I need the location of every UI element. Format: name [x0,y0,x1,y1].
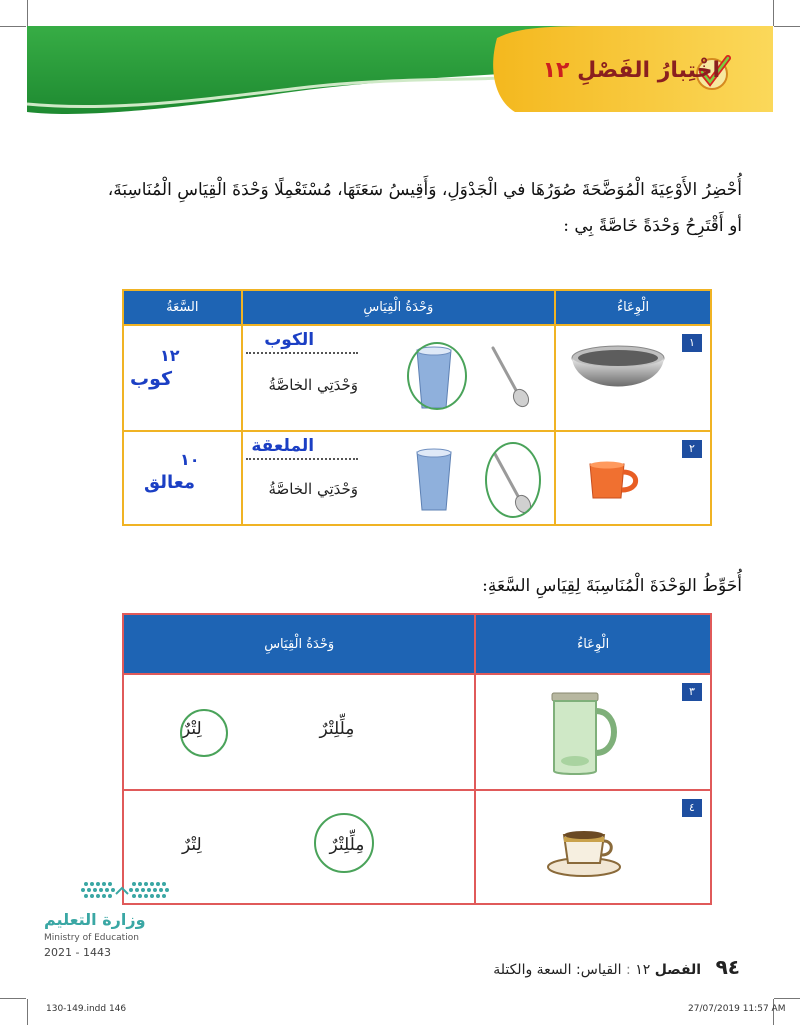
cup-icon [413,448,455,514]
row-number-badge: ٣ [682,683,702,701]
table-header-row [123,290,711,325]
ministry-logo-icon [78,878,178,908]
page-title [543,58,720,83]
answer-line [246,458,358,460]
table-row [123,674,711,790]
option-liter[interactable]: لِتْرٌ [182,719,202,739]
crop-mark [27,999,28,1025]
table-header-row [123,614,711,674]
header-capacity: السَّعَةُ [123,290,242,325]
row-number-badge: ٢ [682,440,702,458]
selection-circle [485,442,541,518]
option-milliliter[interactable]: مِلِّلِتْرٌ [329,835,365,855]
table-row [123,431,711,525]
unit-answer: الملعقة [251,436,315,456]
chapter-number: ١٢ [542,58,570,83]
teacup-icon [544,823,626,883]
glass-jar-icon [546,687,626,779]
crop-mark [0,998,26,999]
option-liter[interactable]: لِتْرٌ [182,835,202,855]
answer-line [246,352,358,354]
footer-chapter-number: ١٢ [635,962,651,978]
print-file-name: 130-149.indd 146 [46,1004,127,1014]
instructions [108,172,742,244]
footer-chapter-topic: القياس: السعة والكتلة [493,962,622,978]
selection-circle [407,342,467,410]
header-container: الْوِعَاءُ [475,614,711,674]
capacity-unit: معالق [144,472,196,493]
table-row [123,790,711,904]
print-timestamp: 27/07/2019 11:57 AM [688,1004,786,1014]
metal-bowl-icon [570,344,666,408]
row-number-badge: ١ [682,334,702,352]
own-unit-label: وَحْدَتِي الخاصَّةُ [268,480,359,498]
ministry-name-arabic: وزارة التعليم [44,910,146,929]
page-number: ٩٤ [715,955,740,979]
edition-years: 2021 - 1443 [44,946,111,959]
row-number-badge: ٤ [682,799,702,817]
capacity-table [122,289,712,526]
option-milliliter[interactable]: مِلِّلِتْرٌ [319,719,355,739]
capacity-number: ١٠ [180,450,200,469]
instructions-line-2: أو أَقْتَرِحُ وَحْدَةً خَاصَّةً بِي : [563,216,742,236]
capacity-number: ١٢ [160,346,180,365]
table-row [123,325,711,431]
chapter-test-title: اخْتِبارُ الفَصْلِ [577,58,720,83]
instructions-line-1: أُحْضِرُ الأَوْعِيَةَ الْمُوَضَّحَةَ صُوَرُهَا في الْجَدْوَلِ، وَأَقِيسُ سَعَتَهَا، مُسْتَعْمِلًا وَحْدَةَ الْقِيَاسِ الْمُنَاسِبَةَ، [107,180,742,200]
selection-circle [180,709,228,757]
mug-icon [586,460,646,502]
header-container: الْوِعَاءُ [555,290,711,325]
unit-choice-table [122,613,712,905]
page-footer: ٩٤ الفصل ١٢ : القياس: السعة والكتلة [493,955,740,979]
selection-circle [314,813,374,873]
footer-chapter-label: الفصل [654,962,702,978]
section-prompt: أُحَوِّطُ الوَحْدَةَ الْمُنَاسِبَةَ لِقِيَاسِ السَّعَةِ: [482,576,742,596]
unit-answer: الكوب [264,330,315,350]
spoon-icon [487,344,531,408]
crop-mark [774,998,800,999]
header-unit: وَحْدَةُ الْقِيَاسِ [242,290,555,325]
header-unit: وَحْدَةُ الْقِيَاسِ [123,614,475,674]
capacity-unit: كوب [130,368,173,390]
ministry-name-english: Ministry of Education [44,933,139,943]
own-unit-label: وَحْدَتِي الخاصَّةُ [268,376,359,394]
